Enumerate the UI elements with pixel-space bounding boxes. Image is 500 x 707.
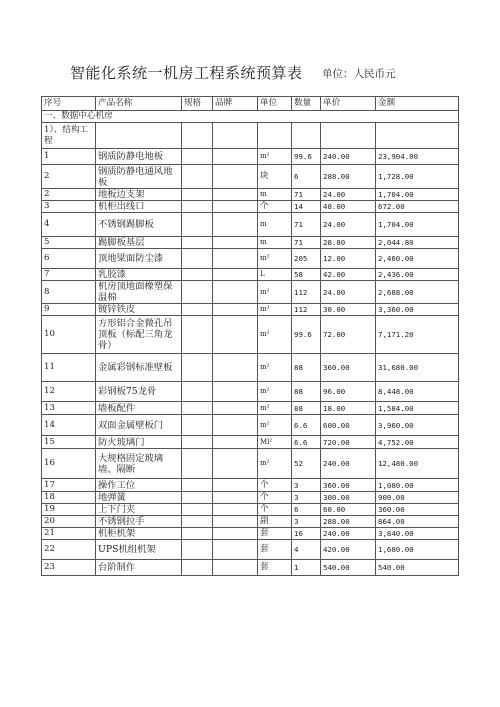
row-amount: 864.00 — [376, 516, 459, 528]
table-row — [42, 516, 459, 528]
table-row — [42, 281, 459, 304]
row-unit-price: 360.00 — [321, 354, 376, 382]
row-number: 12 — [42, 382, 96, 402]
row-unit: m² — [258, 402, 292, 415]
row-product-name: 操作工位 — [96, 479, 182, 492]
row-quantity: 3 — [292, 516, 321, 528]
row-amount: 1,728.00 — [376, 165, 459, 189]
row-spec — [182, 269, 213, 281]
row-unit-price: 96.00 — [321, 382, 376, 402]
row-product-name: 不锈钢踢脚板 — [96, 213, 182, 237]
row-number: 23 — [42, 560, 96, 576]
row-product-name: 镀锌铁皮 — [96, 304, 182, 316]
row-amount: 540.00 — [376, 560, 459, 576]
row-number: 4 — [42, 213, 96, 237]
row-unit-price: 48.00 — [321, 201, 376, 213]
row-amount: 2,044.80 — [376, 237, 459, 249]
row-amount: 4,752.00 — [376, 436, 459, 449]
row-unit-price: 42.00 — [321, 269, 376, 281]
row-unit: 套 — [258, 540, 292, 560]
row-number: 2 — [42, 189, 96, 201]
row-spec — [182, 165, 213, 189]
row-quantity: 99.6 — [292, 316, 321, 354]
row-number: 5 — [42, 237, 96, 249]
row-quantity: 88 — [292, 382, 321, 402]
row-quantity: 71 — [292, 189, 321, 201]
row-brand — [213, 436, 258, 449]
row-spec — [182, 316, 213, 354]
row-spec — [182, 189, 213, 201]
row-brand — [213, 281, 258, 304]
row-brand — [213, 316, 258, 354]
row-brand — [213, 269, 258, 281]
document-title: 智能化系统一机房工程系统预算表 — [70, 64, 303, 82]
row-spec — [182, 249, 213, 269]
row-quantity: 1 — [292, 560, 321, 576]
row-brand — [213, 304, 258, 316]
row-spec — [182, 560, 213, 576]
row-quantity: 88 — [292, 402, 321, 415]
header-brand: 品牌 — [213, 97, 258, 111]
table-row — [42, 492, 459, 504]
row-brand — [213, 189, 258, 201]
row-brand — [213, 540, 258, 560]
row-spec — [182, 402, 213, 415]
row-brand — [213, 560, 258, 576]
row-number: 14 — [42, 415, 96, 436]
row-product-name: 机柜机架 — [96, 528, 182, 540]
row-spec — [182, 201, 213, 213]
row-product-name: 乳胶漆 — [96, 269, 182, 281]
row-brand — [213, 449, 258, 479]
row-number: 22 — [42, 540, 96, 560]
row-quantity: 99.6 — [292, 149, 321, 165]
table-header-row — [42, 97, 459, 111]
row-unit: m² — [258, 249, 292, 269]
row-amount: 1,704.00 — [376, 213, 459, 237]
table-row — [42, 149, 459, 165]
row-amount: 1,080.00 — [376, 479, 459, 492]
row-amount: 23,904.00 — [376, 149, 459, 165]
row-unit: m — [258, 189, 292, 201]
table-row — [42, 504, 459, 516]
row-amount: 12,480.00 — [376, 449, 459, 479]
row-product-name: 机柜出线口 — [96, 201, 182, 213]
row-brand — [213, 213, 258, 237]
row-quantity: 16 — [292, 528, 321, 540]
row-product-name: 踢脚板基层 — [96, 237, 182, 249]
row-unit-price: 30.00 — [321, 304, 376, 316]
row-unit: m — [258, 237, 292, 249]
row-amount: 3,960.00 — [376, 415, 459, 436]
row-number: 16 — [42, 449, 96, 479]
row-unit: 块 — [258, 165, 292, 189]
header-quantity: 数量 — [292, 97, 321, 111]
row-number: 19 — [42, 504, 96, 516]
row-product-name: 双面金属壁板门 — [96, 415, 182, 436]
row-unit-price: 18.00 — [321, 402, 376, 415]
row-product-name: 地板边支架 — [96, 189, 182, 201]
header-spec: 规格 — [182, 97, 213, 111]
row-product-name: 金属彩钢标准壁板 — [96, 354, 182, 382]
table-row — [42, 237, 459, 249]
row-number: 21 — [42, 528, 96, 540]
header-amount: 金额 — [376, 97, 459, 111]
row-number: 9 — [42, 304, 96, 316]
row-number: 20 — [42, 516, 96, 528]
table-row — [42, 249, 459, 269]
row-unit-price: 24.00 — [321, 213, 376, 237]
row-unit-price: 720.00 — [321, 436, 376, 449]
row-unit: 副 — [258, 516, 292, 528]
row-amount: 1,704.00 — [376, 189, 459, 201]
row-amount: 31,680.00 — [376, 354, 459, 382]
section-title: 一、数据中心机房 — [42, 111, 459, 123]
row-unit: m² — [258, 449, 292, 479]
row-unit: 个 — [258, 201, 292, 213]
row-number: 6 — [42, 249, 96, 269]
row-product-name: 不锈钢拉手 — [96, 516, 182, 528]
row-quantity: 112 — [292, 281, 321, 304]
row-spec — [182, 516, 213, 528]
table-row — [42, 213, 459, 237]
row-product-name: 上下门夹 — [96, 504, 182, 516]
row-product-name: 方形铝合金微孔吊顶板（标配三角龙骨） — [96, 316, 182, 354]
table-row — [42, 540, 459, 560]
row-spec — [182, 540, 213, 560]
row-spec — [182, 213, 213, 237]
row-product-name: 顶地梁面防尘漆 — [96, 249, 182, 269]
row-unit: Ml² — [258, 436, 292, 449]
row-spec — [182, 528, 213, 540]
row-spec — [182, 304, 213, 316]
row-unit-price: 72.00 — [321, 316, 376, 354]
table-row — [42, 415, 459, 436]
row-product-name: 机房顶地面橡塑保温棉 — [96, 281, 182, 304]
row-number: 1 — [42, 149, 96, 165]
row-amount: 2,688.00 — [376, 281, 459, 304]
row-unit: m² — [258, 382, 292, 402]
row-quantity: 6 — [292, 165, 321, 189]
row-unit-price: 28.80 — [321, 237, 376, 249]
row-spec — [182, 149, 213, 165]
table-row — [42, 269, 459, 281]
row-unit-price: 24.00 — [321, 189, 376, 201]
row-quantity: 6 — [292, 504, 321, 516]
row-quantity: 58 — [292, 269, 321, 281]
row-brand — [213, 402, 258, 415]
row-number: 13 — [42, 402, 96, 415]
table-row — [42, 189, 459, 201]
row-unit: 套 — [258, 528, 292, 540]
row-spec — [182, 415, 213, 436]
row-unit: m² — [258, 354, 292, 382]
row-spec — [182, 436, 213, 449]
row-quantity: 71 — [292, 237, 321, 249]
header-unit-price: 单价 — [321, 97, 376, 111]
row-spec — [182, 281, 213, 304]
row-quantity: 112 — [292, 304, 321, 316]
row-amount: 8,448.00 — [376, 382, 459, 402]
row-amount: 7,171.20 — [376, 316, 459, 354]
row-unit-price: 240.00 — [321, 449, 376, 479]
row-brand — [213, 382, 258, 402]
row-brand — [213, 415, 258, 436]
row-amount: 2,436.00 — [376, 269, 459, 281]
row-quantity: 3 — [292, 479, 321, 492]
row-brand — [213, 201, 258, 213]
row-unit-price: 300.00 — [321, 492, 376, 504]
row-number: 2 — [42, 165, 96, 189]
table-row — [42, 165, 459, 189]
row-brand — [213, 165, 258, 189]
row-brand — [213, 504, 258, 516]
row-number: 15 — [42, 436, 96, 449]
row-unit: m² — [258, 304, 292, 316]
row-unit: L — [258, 269, 292, 281]
row-product-name: 钢质防静电通风地板 — [96, 165, 182, 189]
row-product-name: 钢质防静电地板 — [96, 149, 182, 165]
row-amount: 2,460.00 — [376, 249, 459, 269]
row-number: 17 — [42, 479, 96, 492]
row-brand — [213, 479, 258, 492]
row-brand — [213, 492, 258, 504]
row-unit: m² — [258, 281, 292, 304]
row-unit-price: 240.00 — [321, 149, 376, 165]
row-quantity: 3 — [292, 492, 321, 504]
row-spec — [182, 354, 213, 382]
row-amount: 1,584.00 — [376, 402, 459, 415]
row-number: 8 — [42, 281, 96, 304]
table-row — [42, 436, 459, 449]
row-unit: m² — [258, 316, 292, 354]
table-row — [42, 560, 459, 576]
row-quantity: 71 — [292, 213, 321, 237]
row-brand — [213, 249, 258, 269]
row-number: 3 — [42, 201, 96, 213]
row-spec — [182, 237, 213, 249]
table-row — [42, 354, 459, 382]
header-no: 序号 — [42, 97, 96, 111]
row-spec — [182, 449, 213, 479]
table-row — [42, 382, 459, 402]
row-quantity: 88 — [292, 354, 321, 382]
row-product-name: 彩钢板75龙骨 — [96, 382, 182, 402]
row-unit-price: 600.00 — [321, 415, 376, 436]
row-product-name: 台阶制作 — [96, 560, 182, 576]
row-unit-price: 240.00 — [321, 528, 376, 540]
row-amount: 672.00 — [376, 201, 459, 213]
row-unit: 套 — [258, 560, 292, 576]
currency-unit-label: 单位：人民币元 — [322, 68, 396, 80]
row-unit-price: 12.00 — [321, 249, 376, 269]
header-product-name: 产品名称 — [96, 97, 182, 111]
row-unit-price: 60.00 — [321, 504, 376, 516]
row-product-name: 防火玻璃门 — [96, 436, 182, 449]
row-product-name: 墙板配件 — [96, 402, 182, 415]
row-unit: 个 — [258, 479, 292, 492]
row-product-name: 大规格固定玻璃墙、隔断 — [96, 449, 182, 479]
header-unit: 单位 — [258, 97, 292, 111]
table-row — [42, 201, 459, 213]
row-unit-price: 540.00 — [321, 560, 376, 576]
row-amount: 360.00 — [376, 504, 459, 516]
table-row — [42, 304, 459, 316]
row-unit: 个 — [258, 492, 292, 504]
row-number: 11 — [42, 354, 96, 382]
row-unit: m² — [258, 415, 292, 436]
table-row — [42, 479, 459, 492]
table-row — [42, 402, 459, 415]
row-brand — [213, 149, 258, 165]
row-brand — [213, 528, 258, 540]
row-quantity: 14 — [292, 201, 321, 213]
row-quantity: 52 — [292, 449, 321, 479]
table-row — [42, 316, 459, 354]
row-spec — [182, 492, 213, 504]
row-quantity: 6.6 — [292, 415, 321, 436]
row-number: 18 — [42, 492, 96, 504]
row-quantity: 4 — [292, 540, 321, 560]
section-row — [42, 111, 459, 123]
row-quantity: 6.6 — [292, 436, 321, 449]
row-spec — [182, 382, 213, 402]
row-amount: 1,680.00 — [376, 540, 459, 560]
row-unit-price: 288.00 — [321, 516, 376, 528]
subsection-title: 1）、结构工程 — [42, 123, 96, 149]
table-row — [42, 449, 459, 479]
row-quantity: 205 — [292, 249, 321, 269]
row-unit: 个 — [258, 504, 292, 516]
row-unit-price: 24.00 — [321, 281, 376, 304]
row-number: 7 — [42, 269, 96, 281]
row-amount: 3,360.00 — [376, 304, 459, 316]
row-spec — [182, 479, 213, 492]
row-amount: 3,840.00 — [376, 528, 459, 540]
row-number: 10 — [42, 316, 96, 354]
row-brand — [213, 354, 258, 382]
subsection-row — [42, 123, 459, 149]
row-spec — [182, 504, 213, 516]
row-amount: 900.00 — [376, 492, 459, 504]
row-product-name: 地弹簧 — [96, 492, 182, 504]
row-unit: m² — [258, 149, 292, 165]
row-unit-price: 288.00 — [321, 165, 376, 189]
row-brand — [213, 516, 258, 528]
row-unit-price: 360.00 — [321, 479, 376, 492]
row-product-name: UPS机组机架 — [96, 540, 182, 560]
table-row — [42, 528, 459, 540]
row-brand — [213, 237, 258, 249]
row-unit: m — [258, 213, 292, 237]
budget-table — [41, 96, 459, 576]
row-unit-price: 420.00 — [321, 540, 376, 560]
